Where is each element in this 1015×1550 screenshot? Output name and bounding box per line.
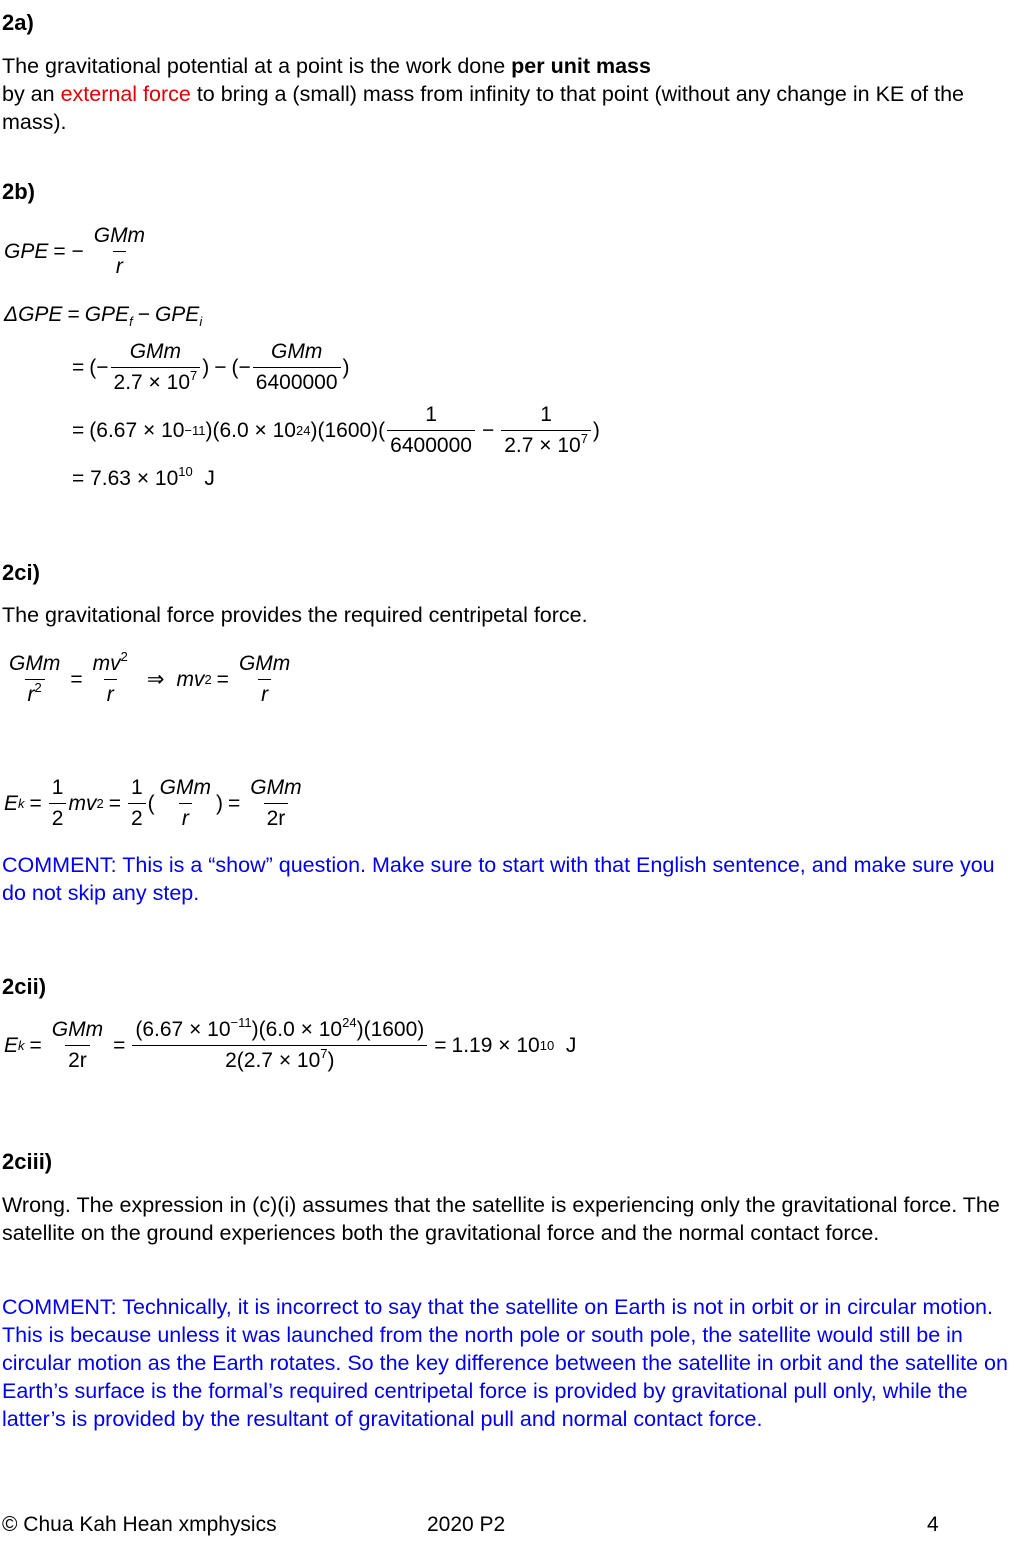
eq1-den3: r [258,679,271,707]
cii-den-a-exp: 7 [320,1046,328,1061]
step2-f2-den: 2.7 × 10 [504,434,581,457]
step1-num1: GMm [129,340,182,363]
text-2ci: The gravitational force provides the required centripetal force. [2,603,588,627]
cii-lhs: E [4,1033,19,1057]
gpe-lhs: GPE [4,239,49,263]
answer-2a-line1: The gravitational potential at a point is the work done [2,54,512,78]
eq2-half-num: 1 [51,776,64,799]
step1-den2: 6400000 [253,367,341,395]
eq2-final-fraction [247,776,304,831]
cii-f1-num: GMm [51,1018,104,1041]
result-2b-value: 7.63 × 10 [90,467,179,490]
cii-f1-den: 2r [65,1045,90,1073]
eq1-num1: GMm [9,652,61,675]
step2-fraction-2 [501,403,591,458]
eq2-inner-fraction [157,776,214,831]
step1-den1-exp: 7 [190,368,198,383]
gpe-initial-sub: i [199,314,203,329]
heading-2b: 2b) [2,179,35,204]
cii-num-b-exp: 24 [342,1015,357,1030]
heading-2cii: 2cii) [2,974,47,999]
gpe-numerator: GMm [93,224,146,247]
step2-f1-den: 6400000 [387,430,475,458]
step2-part-a: (6.67 × 10 [89,418,185,442]
cii-num-c: )(1600) [356,1018,425,1041]
eq1-num2-exp: 2 [120,649,128,664]
delta-gpe-lhs: ΔGPE [4,303,63,326]
step1-fraction-1 [111,340,201,395]
answer-2a-highlight: external force [60,82,191,106]
result-2b-unit: J [204,467,215,490]
step1-fraction-2 [253,340,341,395]
gpe-initial: GPE [154,303,200,326]
equation-result-2b: = $7.63 \times 10^{10}$ J [72,464,215,490]
step2-f2-den-exp: 7 [580,431,588,446]
step1-den1: 2.7 × 10 [113,371,191,394]
gpe-final-sub: f [129,314,133,329]
equation-step-1: = (− $\frac{\text{GMm}}{2.7 \times 10^7}$ ) − (− $\frac{\text{GMm}}{6400000}$ ) [72,340,350,394]
footer-paper: 2020 P2 [427,1513,506,1536]
eq2-half-den: 2 [49,803,67,831]
eq1-fraction-3 [236,652,293,707]
gpe-denominator: r [113,251,126,279]
eq2-inner-num: GMm [159,776,211,799]
implies-symbol: ⇒ [146,668,165,691]
step2-f1-num: 1 [425,403,437,426]
cii-den-b: ) [327,1049,335,1072]
cii-num-a: (6.67 × 10 [135,1018,231,1041]
cii-num-b: )(6.0 × 10 [251,1018,343,1041]
answer-2a [2,52,1007,136]
eq2-half2-den: 2 [128,803,146,831]
comment-2ciii: COMMENT: Technically, it is incorrect to say that the satellite on Earth is not in orbit or in circular motion. This is because unless it was launched from the north pole or south pole, the satellite would still be in circular motion as the Earth rotates. So the key difference between the satellite in orbit and the satellite on Earth’s surface is the formal’s required centripetal force is provided by gravitational pull only, while the latter’s is provided by the resultant of gravitational pull and normal contact force. [2,1295,1008,1431]
result-2b-exp: 10 [178,464,193,479]
eq2-lhs: E [4,791,19,815]
equation-gpe: GPE = − $\frac{\text{GMm}}{r}$ [4,224,150,279]
equation-delta-gpe: $\Delta GPE = GPE_f - GPE_i$ [4,303,203,329]
answer-2a-line2-end: to bring a (small) mass from infinity to that point (without any change in KE of the mass). [2,82,965,134]
equation-2cii: E k = $\frac{\text{GMm}}{2r}$ = $\frac{(6.67 \times 10^{-11})(6.0 \times 10^{24})(1600)}{2(2.7 \times 10^7)}$ = 1.19 × 10 10 J [4,1015,577,1072]
answer-2a-bold: per unit mass [511,54,651,78]
equation-2ci-1: $\frac{\text{GMm}}{r^2}$ = $\frac{mv^2}{r}$ ⇒ mv 2 = $\frac{\text{GMm}}{r}$ [4,652,295,707]
cii-fraction-1 [49,1018,106,1073]
heading-2ci: 2ci) [2,560,40,585]
eq1-den2: r [104,679,117,707]
cii-result-value: 1.19 × 10 [451,1033,540,1057]
eq2-final-num: GMm [250,776,302,799]
eq2-half2-fraction [128,776,146,831]
equation-step-2: = (6.67 × 10 −11 )(6.0 × 10 24 )(1600)( $\frac{1}{6400000}$ − $\frac{1}{2.7 \times 10^7}$ ) [72,403,600,457]
eq2-half-fraction [49,776,67,831]
eq2-mv: mv [68,791,97,815]
footer-author: © Chua Kah Hean xmphysics [2,1513,277,1536]
step2-f2-num: 1 [540,403,552,426]
eq1-den1-exp: 2 [34,680,42,695]
heading-2ciii: 2ciii) [2,1149,53,1174]
step2-fraction-1 [387,403,475,458]
eq1-num2: mv [92,652,121,675]
cii-den-a: 2(2.7 × 10 [225,1049,321,1072]
step1-num2: GMm [271,340,323,363]
equation-2ci-2: E k = $\frac{1}{2}$ mv 2 = $\frac{1}{2}$ ( $\frac{\text{GMm}}{r}$ ) = $\frac{\text{GMm}}{2r}$ [4,776,307,831]
eq2-half2-num: 1 [130,776,143,799]
eq1-fraction-2 [90,649,131,707]
eq1-num3: GMm [238,652,291,675]
eq2-final-den: 2r [264,803,289,831]
gpe-fraction [91,224,148,279]
eq2-inner-den: r [179,803,192,831]
eq1-mv: mv [176,667,205,691]
step2-part-b: )(6.0 × 10 [205,418,296,442]
footer-page-number: 4 [927,1513,939,1536]
answer-2a-line2: by an [2,82,61,106]
eq1-fraction-1 [6,652,63,707]
comment-2ci: COMMENT: This is a “show” question. Make sure to start with that English sentence, and make sure you do not skip any step. [2,853,995,905]
eq1-den1: r [27,683,35,706]
gpe-final: GPE [84,303,130,326]
text-2ciii: Wrong. The expression in (c)(i) assumes that the satellite is experiencing only the gravitational force. The satellite on the ground experiences both the gravitational force and the normal contact force. [2,1193,1000,1245]
step2-part-c: )(1600)( [310,418,386,442]
cii-result-unit: J [565,1033,577,1057]
heading-2a: 2a) [2,10,34,35]
cii-num-a-exp: −11 [230,1015,252,1030]
